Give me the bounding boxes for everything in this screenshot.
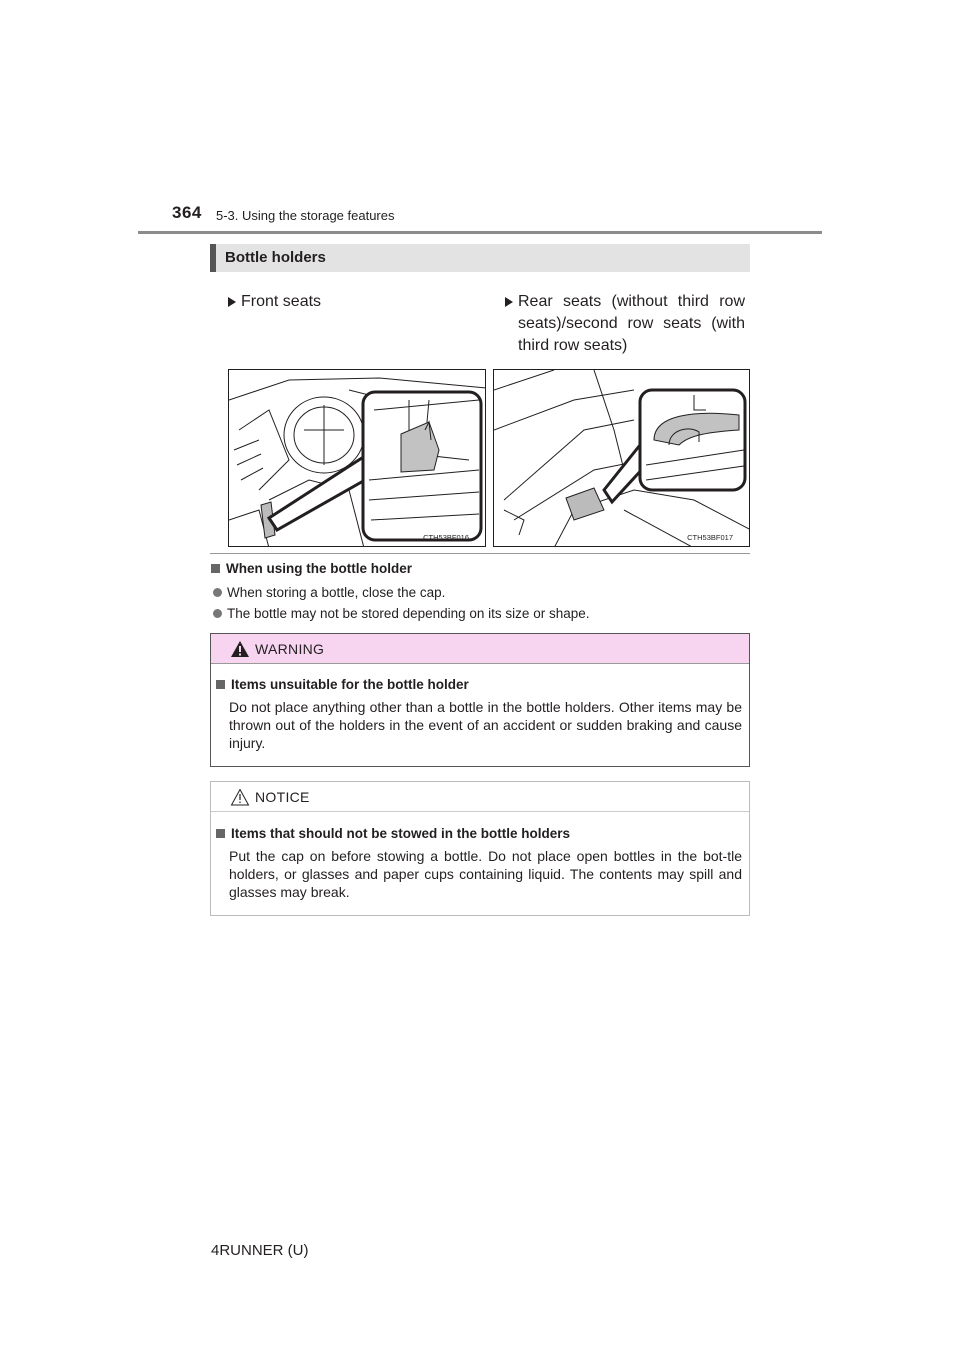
arrow-right-icon [505, 297, 513, 307]
warning-title [216, 677, 469, 692]
warning-header [211, 634, 749, 664]
header-divider [138, 231, 822, 234]
square-bullet-icon [211, 564, 220, 573]
info-title [211, 561, 412, 576]
section-title: 5-3. Using the storage features [216, 208, 395, 223]
circle-bullet-icon [213, 609, 222, 618]
footer-model: 4RUNNER (U) [211, 1242, 309, 1259]
content-divider [210, 553, 750, 554]
warning-text: Do not place anything other than a bottle in the bottle holders. Other items may be thrown out of the holders in the event of an accident or sudden braking and cause injury. [229, 699, 742, 751]
figure-label-front-text: Front seats [241, 293, 322, 310]
section-heading [210, 244, 750, 272]
square-bullet-icon [216, 829, 225, 838]
notice-label: NOTICE [255, 789, 310, 805]
warning-title-text: Items unsuitable for the bottle holder [231, 677, 469, 692]
notice-box [210, 781, 750, 916]
circle-bullet-icon [213, 588, 222, 597]
figure-label-rear [505, 291, 745, 359]
figure-label-front [228, 291, 468, 315]
info-bullet [213, 606, 589, 621]
info-bullet [213, 585, 445, 600]
figure-rear-seats [493, 369, 750, 547]
section-heading-text: Bottle holders [225, 249, 326, 266]
figure-code-front: CTH53BF016 [423, 533, 469, 542]
notice-triangle-icon [230, 788, 250, 806]
page-number: 364 [172, 203, 202, 222]
figure-label-rear-text: Rear seats (without third row seats)/second row seats (with third row seats) [518, 293, 745, 354]
warning-box [210, 633, 750, 767]
warning-triangle-icon [230, 640, 250, 658]
info-bullet-text: When storing a bottle, close the cap. [227, 585, 446, 600]
front-seat-illustration [229, 370, 486, 547]
info-title-text: When using the bottle holder [226, 561, 412, 576]
notice-title-text: Items that should not be stowed in the bottle holders [231, 826, 571, 841]
warning-label: WARNING [255, 641, 325, 657]
info-bullet-text: The bottle may not be stored depending on its size or shape. [227, 606, 590, 621]
arrow-right-icon [228, 297, 236, 307]
notice-title [216, 826, 570, 841]
notice-header [211, 782, 749, 812]
notice-text: Put the cap on before stowing a bottle. Do not place open bottles in the bot-tle holders, or glasses and paper cups containing liquid. The contents may spill and glasses may break. [229, 848, 742, 900]
rear-seat-illustration [494, 370, 750, 547]
figure-code-rear: CTH53BF017 [687, 533, 733, 542]
square-bullet-icon [216, 680, 225, 689]
figure-front-seats [228, 369, 486, 547]
